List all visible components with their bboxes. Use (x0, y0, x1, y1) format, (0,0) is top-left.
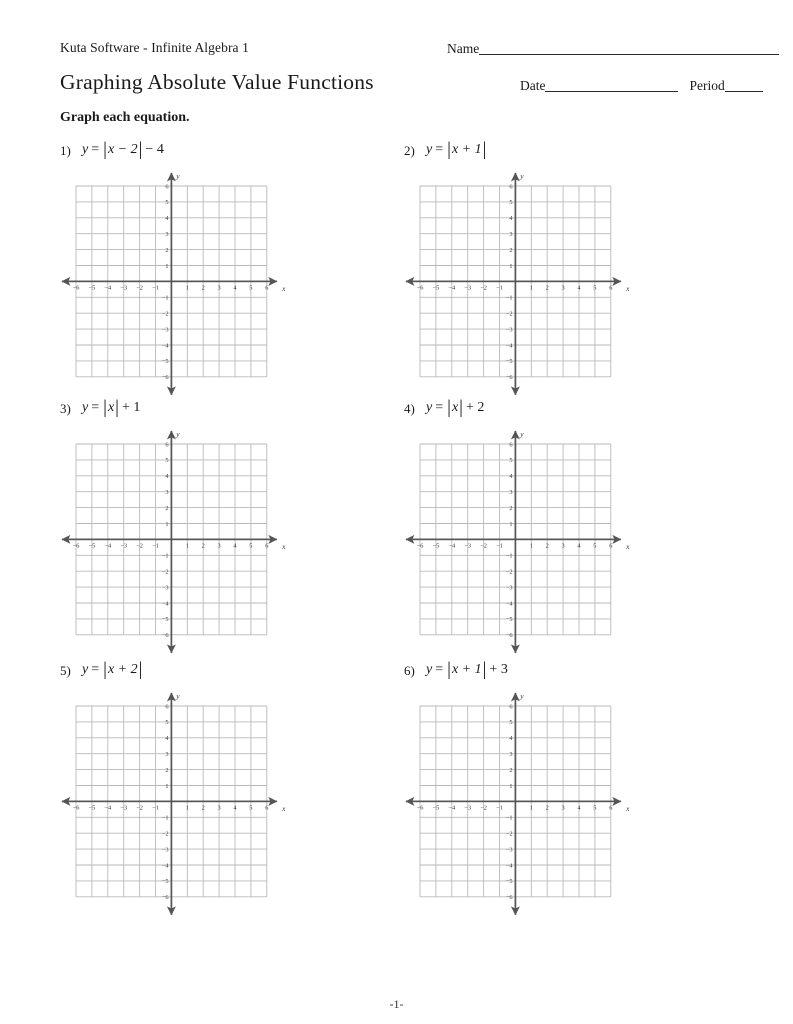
svg-text:−4: −4 (505, 342, 513, 350)
svg-text:2: 2 (201, 284, 205, 292)
svg-text:−2: −2 (161, 310, 169, 318)
svg-text:−5: −5 (161, 878, 169, 886)
svg-text:−3: −3 (161, 326, 169, 334)
svg-text:−5: −5 (505, 878, 513, 886)
svg-text:3: 3 (217, 284, 221, 292)
graph-1[interactable] (60, 170, 289, 399)
svg-text:−3: −3 (161, 584, 169, 592)
svg-text:4: 4 (165, 735, 169, 743)
svg-text:y: y (520, 429, 524, 439)
svg-text:2: 2 (509, 504, 513, 512)
svg-text:3: 3 (165, 230, 169, 238)
svg-text:−1: −1 (161, 552, 169, 560)
svg-text:4: 4 (509, 735, 513, 743)
svg-text:6: 6 (609, 804, 613, 812)
svg-text:−5: −5 (432, 284, 440, 292)
software-brand: Kuta Software - Infinite Algebra 1 (60, 40, 249, 55)
svg-text:−2: −2 (480, 542, 487, 550)
svg-text:2: 2 (165, 246, 169, 254)
svg-text:−4: −4 (161, 862, 169, 870)
svg-text:−3: −3 (120, 284, 128, 292)
svg-text:1: 1 (509, 520, 513, 528)
svg-text:−6: −6 (161, 632, 169, 640)
svg-text:3: 3 (509, 750, 513, 758)
svg-text:4: 4 (165, 473, 169, 481)
svg-text:6: 6 (165, 703, 169, 711)
svg-text:−4: −4 (448, 284, 456, 292)
svg-text:1: 1 (509, 782, 513, 790)
period-label: Period (689, 78, 725, 93)
svg-text:2: 2 (545, 284, 549, 292)
svg-text:−4: −4 (505, 600, 513, 608)
svg-text:−3: −3 (505, 846, 513, 854)
name-input-line[interactable] (479, 54, 779, 55)
svg-text:−3: −3 (120, 542, 128, 550)
name-label: Name (447, 41, 480, 56)
svg-text:5: 5 (249, 804, 253, 812)
svg-text:3: 3 (509, 488, 513, 496)
svg-text:−3: −3 (464, 804, 472, 812)
svg-text:4: 4 (577, 804, 581, 812)
svg-text:3: 3 (217, 542, 221, 550)
svg-text:−1: −1 (496, 804, 503, 812)
svg-text:2: 2 (545, 804, 549, 812)
problem-number: 4) (404, 401, 415, 416)
problem-equation: y = |x + 2| (82, 659, 143, 680)
svg-text:y: y (520, 691, 524, 701)
svg-text:−1: −1 (505, 294, 513, 302)
svg-text:5: 5 (593, 542, 597, 550)
svg-text:−3: −3 (161, 846, 169, 854)
svg-text:−5: −5 (432, 542, 440, 550)
problem-number: 6) (404, 663, 415, 678)
svg-text:5: 5 (509, 199, 513, 207)
svg-text:−6: −6 (161, 894, 169, 902)
svg-text:3: 3 (561, 804, 565, 812)
graph-5[interactable] (60, 690, 289, 919)
svg-text:−6: −6 (72, 542, 80, 550)
svg-text:−3: −3 (120, 804, 128, 812)
svg-text:1: 1 (165, 782, 169, 790)
svg-text:2: 2 (201, 542, 205, 550)
svg-text:5: 5 (509, 457, 513, 465)
svg-text:1: 1 (529, 284, 533, 292)
svg-text:4: 4 (577, 284, 581, 292)
problem-equation: y = |x| + 2 (426, 397, 485, 418)
svg-text:−3: −3 (464, 284, 472, 292)
period-input-line[interactable] (725, 91, 763, 92)
svg-text:−6: −6 (505, 374, 513, 382)
svg-text:1: 1 (529, 542, 533, 550)
problem-equation: y = |x| + 1 (82, 397, 141, 418)
svg-text:−3: −3 (464, 542, 472, 550)
svg-text:3: 3 (509, 230, 513, 238)
svg-text:−2: −2 (480, 284, 487, 292)
svg-text:−2: −2 (505, 568, 513, 576)
svg-text:6: 6 (165, 183, 169, 191)
svg-text:1: 1 (529, 804, 533, 812)
svg-text:−6: −6 (416, 542, 424, 550)
svg-text:−3: −3 (505, 584, 513, 592)
svg-text:−4: −4 (104, 804, 112, 812)
svg-text:−1: −1 (161, 814, 169, 822)
svg-text:−4: −4 (448, 542, 456, 550)
svg-text:5: 5 (165, 199, 169, 207)
svg-text:x: x (282, 283, 286, 293)
problem-equation: y = |x + 1| (426, 139, 487, 160)
svg-text:1: 1 (185, 804, 189, 812)
svg-text:−1: −1 (505, 552, 513, 560)
svg-text:6: 6 (265, 284, 269, 292)
svg-text:−2: −2 (161, 568, 169, 576)
svg-text:5: 5 (249, 284, 253, 292)
svg-text:−5: −5 (432, 804, 440, 812)
svg-text:−5: −5 (505, 616, 513, 624)
svg-text:4: 4 (509, 215, 513, 223)
svg-text:6: 6 (509, 183, 513, 191)
svg-text:−2: −2 (161, 830, 169, 838)
svg-text:y: y (520, 171, 524, 181)
svg-text:4: 4 (165, 215, 169, 223)
svg-text:6: 6 (265, 542, 269, 550)
instruction-text: Graph each equation. (60, 110, 190, 125)
graph-6[interactable] (404, 690, 633, 919)
svg-text:2: 2 (165, 766, 169, 774)
svg-text:6: 6 (265, 804, 269, 812)
svg-text:−4: −4 (104, 284, 112, 292)
svg-text:−5: −5 (161, 616, 169, 624)
svg-text:5: 5 (509, 719, 513, 727)
svg-text:−6: −6 (505, 894, 513, 902)
svg-text:−2: −2 (136, 284, 143, 292)
svg-text:−1: −1 (152, 542, 159, 550)
svg-text:3: 3 (165, 488, 169, 496)
svg-text:y: y (176, 171, 180, 181)
svg-text:y: y (176, 691, 180, 701)
problem-number: 3) (60, 401, 71, 416)
svg-text:−4: −4 (448, 804, 456, 812)
svg-text:3: 3 (561, 284, 565, 292)
svg-text:6: 6 (609, 542, 613, 550)
svg-text:2: 2 (545, 542, 549, 550)
svg-text:−2: −2 (505, 310, 513, 318)
svg-text:2: 2 (201, 804, 205, 812)
problem-number: 5) (60, 663, 71, 678)
svg-text:6: 6 (609, 284, 613, 292)
svg-text:−5: −5 (88, 284, 96, 292)
svg-text:−4: −4 (104, 542, 112, 550)
svg-text:1: 1 (185, 284, 189, 292)
svg-text:−4: −4 (161, 600, 169, 608)
date-label: Date (520, 78, 546, 93)
svg-text:−2: −2 (136, 542, 143, 550)
svg-text:4: 4 (233, 284, 237, 292)
svg-text:−4: −4 (161, 342, 169, 350)
svg-text:−3: −3 (505, 326, 513, 334)
svg-text:−6: −6 (416, 284, 424, 292)
problem-number: 2) (404, 143, 415, 158)
svg-text:2: 2 (509, 766, 513, 774)
svg-text:−5: −5 (88, 804, 96, 812)
svg-text:3: 3 (217, 804, 221, 812)
svg-text:y: y (176, 429, 180, 439)
svg-text:1: 1 (185, 542, 189, 550)
svg-text:5: 5 (165, 457, 169, 465)
svg-text:−5: −5 (88, 542, 96, 550)
svg-text:−1: −1 (152, 284, 159, 292)
svg-text:4: 4 (577, 542, 581, 550)
date-input-line[interactable] (545, 91, 678, 92)
svg-text:6: 6 (165, 441, 169, 449)
svg-text:−5: −5 (161, 358, 169, 366)
svg-text:x: x (626, 803, 630, 813)
svg-text:1: 1 (509, 262, 513, 270)
svg-text:−5: −5 (505, 358, 513, 366)
svg-text:−2: −2 (505, 830, 513, 838)
problem-equation: y = |x + 1| + 3 (426, 659, 508, 680)
date-period-field-row (520, 78, 763, 94)
svg-text:x: x (282, 803, 286, 813)
svg-text:−2: −2 (136, 804, 143, 812)
svg-text:2: 2 (165, 504, 169, 512)
problem-equation: y = |x − 2| − 4 (82, 139, 164, 160)
svg-text:6: 6 (509, 703, 513, 711)
svg-text:1: 1 (165, 262, 169, 270)
svg-text:4: 4 (233, 804, 237, 812)
svg-text:−2: −2 (480, 804, 487, 812)
svg-text:5: 5 (165, 719, 169, 727)
svg-text:−6: −6 (416, 804, 424, 812)
svg-text:3: 3 (561, 542, 565, 550)
page-title: Graphing Absolute Value Functions (60, 70, 374, 94)
svg-text:−6: −6 (72, 284, 80, 292)
graph-2[interactable] (404, 170, 633, 399)
graph-4[interactable] (404, 428, 633, 657)
svg-text:−1: −1 (161, 294, 169, 302)
svg-text:−1: −1 (152, 804, 159, 812)
svg-text:−1: −1 (496, 284, 503, 292)
svg-text:−6: −6 (505, 632, 513, 640)
svg-text:−6: −6 (161, 374, 169, 382)
svg-text:5: 5 (249, 542, 253, 550)
svg-text:1: 1 (165, 520, 169, 528)
svg-text:5: 5 (593, 804, 597, 812)
page-footer: -1- (389, 997, 404, 1011)
problem-number: 1) (60, 143, 71, 158)
svg-text:5: 5 (593, 284, 597, 292)
svg-text:x: x (626, 283, 630, 293)
svg-text:−4: −4 (505, 862, 513, 870)
svg-text:4: 4 (509, 473, 513, 481)
svg-text:−6: −6 (72, 804, 80, 812)
svg-text:6: 6 (509, 441, 513, 449)
svg-text:3: 3 (165, 750, 169, 758)
graph-3[interactable] (60, 428, 289, 657)
svg-text:x: x (282, 541, 286, 551)
svg-text:−1: −1 (496, 542, 503, 550)
svg-text:−1: −1 (505, 814, 513, 822)
svg-text:x: x (626, 541, 630, 551)
name-field-row (447, 41, 779, 57)
svg-text:4: 4 (233, 542, 237, 550)
svg-text:2: 2 (509, 246, 513, 254)
